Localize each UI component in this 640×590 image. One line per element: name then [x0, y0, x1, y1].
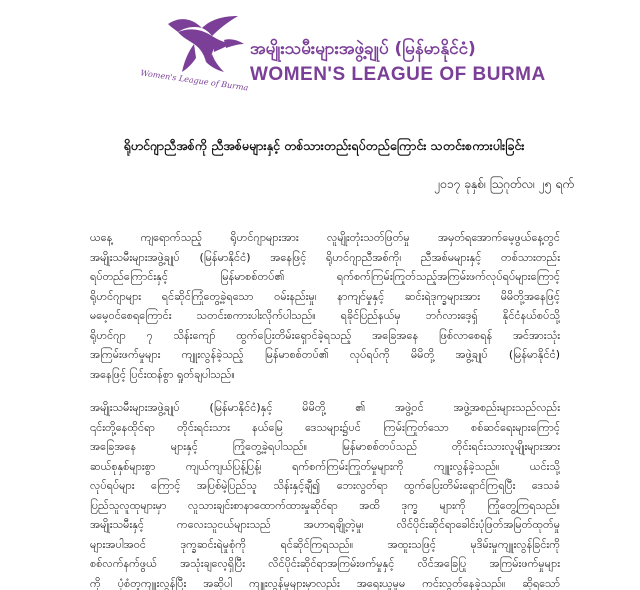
- paragraph-line: အမျိုးသမီးများအဖွဲ့ချုပ် (မြန်မာနိုင်ငံ) အနေဖြင့် ရိုဟင်ဂျာညီအစ်ကို၊ ညီအစ်မများနှင့် တစ်သားတည်း: [90, 250, 560, 264]
- document-title: ရိုဟင်ဂျာညီအစ်ကို ညီအစ်မများနှင့် တစ်သားတည်းရပ်တည်ကြောင်း သတင်းစကားပါးခြင်း: [123, 138, 525, 153]
- org-name-english: WOMEN'S LEAGUE OF BURMA: [250, 64, 546, 85]
- paragraph-line: ရိုဟင်ဂျာ ၇ သိန်းကျော် ထွက်ပြေးတိမ်းရှောင်ခဲ့ရသည့် အခြေအနေ ဖြစ်လာစေရန် အင်အားသုံး: [90, 328, 560, 342]
- paragraph-line: ကို ပုံစံတူကျူးလွန်ပြီး အဆိုပါ ကျူးလွန်မှုများမှာလည်း အရေးယူမှုမ ကင်းလွတ်နေခဲ့သည်။ ဆိုရသော်: [90, 576, 560, 590]
- body-paragraph-2: [90, 398, 560, 590]
- paragraph-line: အမျိုးသမီးနှင့် ကလေးသူငယ်များသည် အဟာရချို့တဲ့မှု၊ လိင်ပိုင်းဆိုင်ရာခေါင်းပုံဖြတ်အမြတ်ထုတ်မှု: [90, 518, 560, 531]
- paragraph-line: အခြေအနေ များနှင့် ကြုံတွေ့ခဲ့ရပါသည်။ မြန်မာစစ်တပ်သည် တိုင်းရင်းသားလူမျိုးများအား: [90, 440, 560, 453]
- paragraph-line: ၎င်းတို့နေထိုင်ရာ တိုင်းရင်းသား နယ်မြေ ဒေသများ၌ပင် ကြမ်းကြုတ်သော စစ်ဆင်ရေးများကြောင့်: [90, 420, 560, 434]
- document-date: ၂၀၁၇ ခုနှစ်၊ သြဂုတ်လ၊ ၂၅ ရက်: [434, 177, 574, 191]
- paragraph-line: အကြမ်းဖက်မှုများ ကျူးလွန်ခဲ့သည့် မြန်မာစစ်တပ်၏ လုပ်ရပ်ကို မိမိတို့ အဖွဲ့ချုပ် (မြန်မာနိုင်ငံ): [90, 348, 560, 361]
- paragraph-line: ပြည်သူလူထုများမှာ လူသားချင်းစာနာထောက်ထားမှုဆိုင်ရာ အထိ ဒုက္ခ များကို ကြုံတွေ့ကြရသည်။: [90, 498, 560, 512]
- paragraph-line: လုပ်ရပ်များ ကြောင့် အပြစ်မဲ့ပြည်သူ သိန်းနှင့်ချီ၍ ဘေးလွတ်ရာ ထွက်ပြေးတိမ်းရှောင်ကြရပြီး ဒေသခံ: [90, 479, 560, 492]
- paragraph-line: များအပါအဝင် ဒုက္ခဆင်းရဲမှုစုံကို ရင်ဆိုင်ကြရသည်။ အထူးသဖြင့် မုဒိမ်းမှုကျူးလွန်ခြင်းကို: [90, 537, 560, 551]
- paragraph-line: ယနေ့ ကျရောက်သည့် ရိုဟင်ဂျာများအား လူမျိုးတုံးသတ်ဖြတ်မှု အမှတ်ရအောက်မေ့ဖွယ်နေ့တွင်: [90, 231, 560, 244]
- dove-logo-icon: [158, 10, 250, 80]
- paragraph-line: အမျိုးသမီးများအဖွဲ့ချုပ် (မြန်မာနိုင်ငံ)နှင့် မိမိတို့ ၏ အဖွဲ့ဝင် အဖွဲ့အစည်းများသည်လည်း: [90, 401, 560, 414]
- org-name-burmese: အမျိုးသမီးများအဖွဲ့ချုပ် (မြန်မာနိုင်ငံ): [250, 39, 476, 59]
- body-paragraph-1: [90, 228, 560, 384]
- paragraph-line: ဆယ်စုနှစ်များစွာ ကျယ်ကျယ်ပြန့်ပြန့်၊ ရက်စက်ကြမ်းကြုတ်မှုများကို ကျူးလွန်ခဲ့သည်။ ယင်းသို့: [90, 459, 560, 473]
- logo-script-text: Women's League of Burma: [139, 68, 249, 93]
- paragraph-line: အနေဖြင့် ပြင်းထန်စွာ ရှုတ်ချပါသည်။: [90, 367, 235, 381]
- paragraph-line: ရပ်တည်ကြောင်းနှင့် မြန်မာစစ်တပ်၏ ရက်စက်ကြမ်းကြုတ်သည့်အကြမ်းဖက်လုပ်ရပ်များကြောင့်: [90, 270, 560, 283]
- paragraph-line: မမေ့ဝင်စေရကြောင်း သတင်းစကားပါးလိုက်ပါသည်။ ရခိုင်ပြည်နယ်မှ ဘင်္ဂလားဒေ့ရှ် နိုင်ငံနယ်စပ်သို့: [90, 309, 560, 322]
- paragraph-line: ရိုဟင်ဂျာများ ရင်ဆိုင်ကြုံတွေ့ခဲ့ရသော ဝမ်းနည်းမှု၊ နာကျင်မှုနှင့် ဆင်းရဲဒုက္ခများအား မိမိတို့အနေဖြင့်: [90, 289, 560, 303]
- paragraph-line: စစ်လက်နက်ဖွယ် အသုံးချလေ့ရှိပြီး လိင်ပိုင်းဆိုင်ရာအကြမ်းဖက်မှုနှင့် လိင်အခြေပြု အကြမ်းဖက်မှုများ: [90, 557, 560, 570]
